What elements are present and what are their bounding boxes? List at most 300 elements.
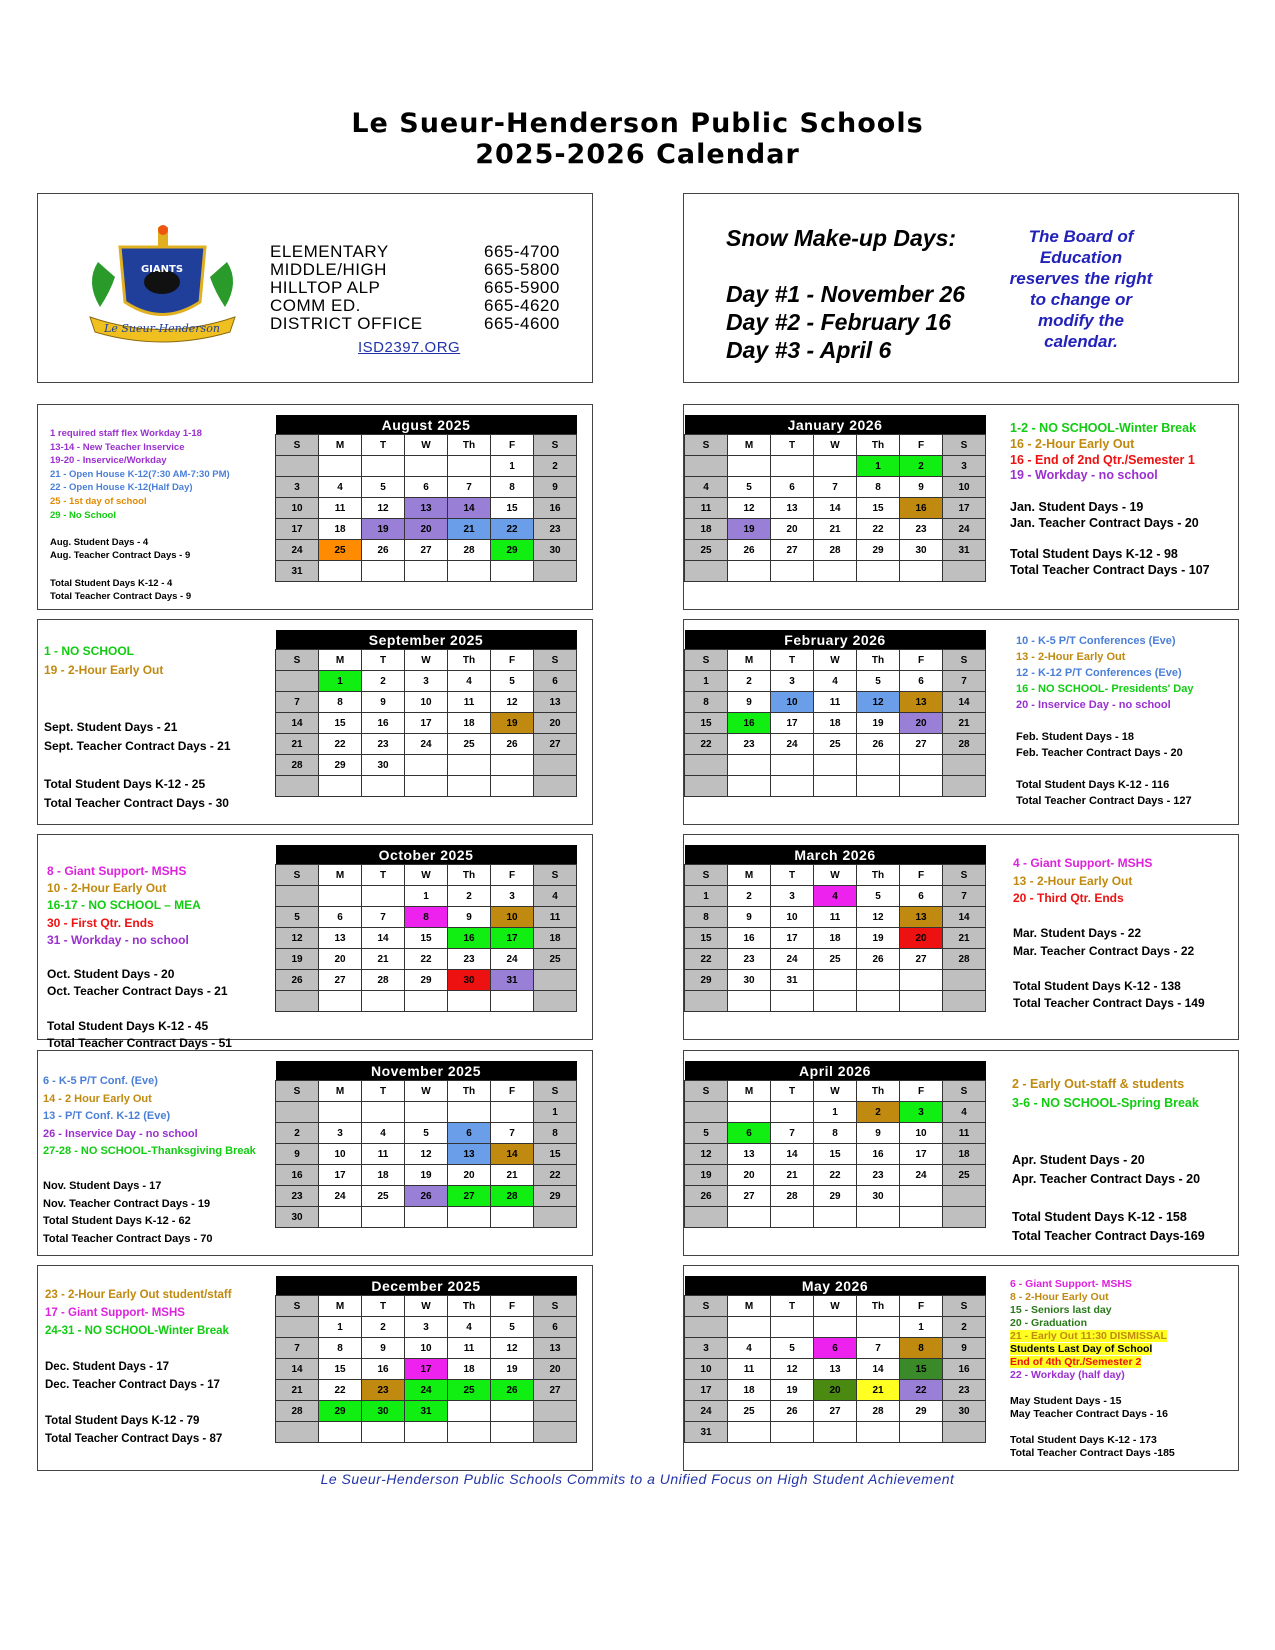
day-cell: 11 bbox=[943, 1123, 986, 1144]
weekday-header: F bbox=[491, 1081, 534, 1102]
day-cell: 4 bbox=[685, 477, 728, 498]
legend-item: Nov. Teacher Contract Days - 19 bbox=[43, 1197, 211, 1210]
empty-cell bbox=[728, 991, 771, 1012]
legend-item: 4 - Giant Support- MSHS bbox=[1013, 856, 1153, 870]
day-cell: 1 bbox=[319, 671, 362, 692]
snow-days-box bbox=[683, 193, 1239, 383]
day-cell: 10 bbox=[276, 498, 319, 519]
board-note: The Board of Education reserves the right to change or modify the calendar. bbox=[1009, 227, 1153, 351]
day-cell: 28 bbox=[491, 1186, 534, 1207]
day-cell: 10 bbox=[771, 692, 814, 713]
legend-item: 30 - First Qtr. Ends bbox=[47, 915, 154, 930]
legend-line bbox=[1010, 1382, 1175, 1395]
empty-cell bbox=[448, 755, 491, 776]
legend-line bbox=[1010, 1317, 1175, 1330]
legend-item: Total Student Days K-12 - 158 bbox=[1012, 1210, 1187, 1224]
empty-cell bbox=[685, 991, 728, 1012]
day-cell: 14 bbox=[857, 1359, 900, 1380]
empty-cell bbox=[491, 1207, 534, 1228]
day-cell: 6 bbox=[405, 477, 448, 498]
weekday-header: S bbox=[276, 1296, 319, 1317]
legend-line bbox=[43, 1196, 256, 1214]
day-cell: 3 bbox=[319, 1123, 362, 1144]
empty-cell bbox=[448, 456, 491, 477]
legend-line bbox=[44, 661, 231, 680]
day-cell: 22 bbox=[491, 519, 534, 540]
legend-item: Total Teacher Contract Days - 87 bbox=[45, 1433, 223, 1445]
empty-cell bbox=[491, 776, 534, 797]
legend-line bbox=[47, 880, 232, 897]
day-cell: 3 bbox=[276, 477, 319, 498]
day-cell: 10 bbox=[491, 907, 534, 928]
legend-line bbox=[1010, 468, 1210, 484]
empty-cell bbox=[276, 1102, 319, 1123]
weekday-header: F bbox=[491, 650, 534, 671]
legend-line bbox=[1016, 665, 1193, 681]
day-cell: 1 bbox=[900, 1317, 943, 1338]
legend-line bbox=[1016, 729, 1193, 745]
day-cell: 6 bbox=[900, 671, 943, 692]
day-cell: 1 bbox=[319, 1317, 362, 1338]
legend-item: 27-28 - NO SCHOOL-Thanksgiving Break bbox=[43, 1145, 256, 1157]
day-cell: 26 bbox=[276, 970, 319, 991]
day-cell: 31 bbox=[491, 970, 534, 991]
legend-item: 3-6 - NO SCHOOL-Spring Break bbox=[1012, 1096, 1199, 1110]
legend-line bbox=[47, 949, 232, 966]
day-cell: 24 bbox=[276, 540, 319, 561]
legend-line bbox=[1016, 745, 1193, 761]
day-cell: 9 bbox=[362, 692, 405, 713]
legend-item: 1 required staff flex Workday 1-18 bbox=[50, 428, 202, 439]
empty-cell bbox=[362, 886, 405, 907]
legend-item: End of 4th Qtr./Semester 2 bbox=[1010, 1356, 1142, 1368]
day-cell: 23 bbox=[362, 734, 405, 755]
legend-line bbox=[50, 441, 230, 455]
legend-line bbox=[1010, 1356, 1175, 1369]
legend-item: Total Student Days K-12 - 173 bbox=[1010, 1434, 1157, 1446]
weekday-header: F bbox=[900, 1081, 943, 1102]
empty-cell bbox=[771, 991, 814, 1012]
empty-cell bbox=[857, 1317, 900, 1338]
day-cell: 4 bbox=[534, 886, 577, 907]
day-cell: 17 bbox=[405, 1359, 448, 1380]
legend-item: 21 - Open House K-12(7:30 AM-7:30 PM) bbox=[50, 468, 230, 480]
empty-cell bbox=[685, 1207, 728, 1228]
day-cell: 8 bbox=[685, 907, 728, 928]
day-cell: 20 bbox=[319, 949, 362, 970]
weekday-header: S bbox=[276, 865, 319, 886]
day-cell: 28 bbox=[943, 734, 986, 755]
empty-cell bbox=[728, 561, 771, 582]
day-cell: 20 bbox=[900, 713, 943, 734]
legend-line bbox=[1010, 1395, 1175, 1408]
month-legend bbox=[1016, 633, 1193, 809]
day-cell: 14 bbox=[771, 1144, 814, 1165]
day-cell: 11 bbox=[814, 692, 857, 713]
contact-name: COMM ED. bbox=[270, 296, 361, 315]
legend-line bbox=[45, 1412, 232, 1430]
day-cell: 29 bbox=[491, 540, 534, 561]
empty-cell bbox=[448, 991, 491, 1012]
empty-cell bbox=[448, 1102, 491, 1123]
day-cell: 9 bbox=[534, 477, 577, 498]
empty-cell bbox=[534, 1401, 577, 1422]
legend-line bbox=[47, 932, 232, 949]
legend-line bbox=[1016, 649, 1193, 665]
empty-cell bbox=[491, 1401, 534, 1422]
weekday-header: S bbox=[685, 650, 728, 671]
legend-line bbox=[1013, 943, 1205, 961]
day-cell: 2 bbox=[857, 1102, 900, 1123]
day-cell: 4 bbox=[943, 1102, 986, 1123]
weekday-header: T bbox=[362, 435, 405, 456]
empty-cell bbox=[319, 561, 362, 582]
empty-cell bbox=[276, 456, 319, 477]
day-cell: 17 bbox=[685, 1380, 728, 1401]
weekday-header: T bbox=[771, 1081, 814, 1102]
legend-line bbox=[1012, 1075, 1205, 1094]
month-calendar bbox=[684, 630, 986, 797]
empty-cell bbox=[276, 671, 319, 692]
legend-line bbox=[47, 983, 232, 1000]
empty-cell bbox=[771, 1207, 814, 1228]
legend-item: Sept. Student Days - 21 bbox=[44, 720, 178, 734]
day-cell: 12 bbox=[362, 498, 405, 519]
day-cell: 31 bbox=[276, 561, 319, 582]
empty-cell bbox=[728, 755, 771, 776]
legend-line bbox=[1010, 1343, 1175, 1356]
legend-item: 21 - Early Out 11:30 DISMISSAL bbox=[1010, 1330, 1167, 1342]
legend-line bbox=[1010, 1330, 1175, 1343]
legend-item: Total Teacher Contract Days - 149 bbox=[1013, 996, 1205, 1010]
day-cell: 21 bbox=[448, 519, 491, 540]
day-cell: 23 bbox=[362, 1380, 405, 1401]
legend-line bbox=[47, 1018, 232, 1035]
day-cell: 26 bbox=[857, 949, 900, 970]
legend-line bbox=[44, 680, 231, 699]
legend-item: Total Teacher Contract Days - 70 bbox=[43, 1232, 213, 1245]
empty-cell bbox=[900, 755, 943, 776]
day-cell: 24 bbox=[319, 1186, 362, 1207]
day-cell: 25 bbox=[319, 540, 362, 561]
legend-item: 17 - Giant Support- MSHS bbox=[45, 1307, 185, 1319]
legend-item: Total Student Days K-12 - 116 bbox=[1016, 779, 1170, 791]
empty-cell bbox=[900, 1186, 943, 1207]
empty-cell bbox=[814, 561, 857, 582]
month-panel bbox=[683, 1265, 1239, 1471]
day-cell: 28 bbox=[362, 970, 405, 991]
legend-item: Total Teacher Contract Days - 30 bbox=[44, 796, 229, 810]
weekday-header: Th bbox=[857, 650, 900, 671]
day-cell: 17 bbox=[771, 928, 814, 949]
day-cell: 17 bbox=[319, 1165, 362, 1186]
empty-cell bbox=[362, 991, 405, 1012]
day-cell: 1 bbox=[405, 886, 448, 907]
day-cell: 13 bbox=[728, 1144, 771, 1165]
legend-item: Oct. Teacher Contract Days - 21 bbox=[47, 984, 228, 999]
day-cell: 22 bbox=[405, 949, 448, 970]
weekday-header: F bbox=[491, 865, 534, 886]
day-cell: 29 bbox=[900, 1401, 943, 1422]
legend-line bbox=[45, 1376, 232, 1394]
month-panel bbox=[37, 619, 593, 825]
empty-cell bbox=[771, 1422, 814, 1443]
day-cell: 12 bbox=[685, 1144, 728, 1165]
empty-cell bbox=[685, 755, 728, 776]
weekday-header: F bbox=[900, 650, 943, 671]
legend-item: 14 - 2 Hour Early Out bbox=[43, 1092, 152, 1105]
empty-cell bbox=[943, 1186, 986, 1207]
empty-cell bbox=[771, 1317, 814, 1338]
empty-cell bbox=[900, 991, 943, 1012]
day-cell: 16 bbox=[728, 928, 771, 949]
legend-line bbox=[45, 1430, 232, 1448]
weekday-header: S bbox=[943, 865, 986, 886]
day-cell: 30 bbox=[448, 970, 491, 991]
weekday-header: T bbox=[362, 865, 405, 886]
day-cell: 5 bbox=[728, 477, 771, 498]
legend-item: 23 - 2-Hour Early Out student/staff bbox=[45, 1289, 232, 1301]
day-cell: 22 bbox=[814, 1165, 857, 1186]
legend-line bbox=[43, 1178, 256, 1196]
day-cell: 30 bbox=[362, 1401, 405, 1422]
day-cell: 22 bbox=[534, 1165, 577, 1186]
legend-line bbox=[50, 563, 230, 577]
legend-line bbox=[43, 1143, 256, 1161]
empty-cell bbox=[448, 1401, 491, 1422]
legend-line bbox=[44, 699, 231, 718]
day-cell: 23 bbox=[534, 519, 577, 540]
month-panel bbox=[683, 1050, 1239, 1256]
day-cell: 27 bbox=[319, 970, 362, 991]
weekday-header: S bbox=[943, 435, 986, 456]
legend-line bbox=[50, 590, 230, 604]
empty-cell bbox=[491, 561, 534, 582]
legend-item: Jan. Teacher Contract Days - 20 bbox=[1010, 515, 1199, 530]
weekday-header: T bbox=[771, 650, 814, 671]
day-cell: 21 bbox=[276, 1380, 319, 1401]
logo-banner-text: Le Sueur-Henderson bbox=[104, 322, 220, 335]
legend-item: 15 - Seniors last day bbox=[1010, 1304, 1112, 1316]
month-calendar bbox=[684, 415, 986, 582]
legend-line bbox=[1010, 453, 1210, 469]
day-cell: 23 bbox=[943, 1380, 986, 1401]
day-cell: 6 bbox=[728, 1123, 771, 1144]
day-cell: 22 bbox=[319, 1380, 362, 1401]
day-cell: 22 bbox=[319, 734, 362, 755]
legend-item: 19-20 - Inservice/Workday bbox=[50, 455, 167, 467]
legend-line bbox=[1010, 1291, 1175, 1304]
day-cell: 11 bbox=[814, 907, 857, 928]
legend-line bbox=[45, 1358, 232, 1376]
legend-line bbox=[1013, 873, 1205, 891]
empty-cell bbox=[534, 776, 577, 797]
legend-item: Oct. Student Days - 20 bbox=[47, 967, 175, 982]
page-subtitle: 2025-2026 Calendar bbox=[475, 139, 800, 170]
day-cell: 6 bbox=[814, 1338, 857, 1359]
month-panel bbox=[683, 619, 1239, 825]
month-calendar bbox=[275, 845, 577, 1012]
legend-line bbox=[1016, 713, 1193, 729]
month-legend bbox=[50, 427, 230, 604]
month-title: April 2026 bbox=[685, 1061, 986, 1081]
day-cell: 2 bbox=[728, 886, 771, 907]
weekday-header: F bbox=[491, 435, 534, 456]
empty-cell bbox=[685, 1102, 728, 1123]
legend-item: Mar. Teacher Contract Days - 22 bbox=[1013, 943, 1195, 958]
day-cell: 1 bbox=[491, 456, 534, 477]
legend-item: 2 - Early Out-staff & students bbox=[1012, 1077, 1185, 1091]
day-cell: 13 bbox=[534, 1338, 577, 1359]
legend-line bbox=[1016, 633, 1193, 649]
legend-item: Total Student Days K-12 - 4 bbox=[50, 577, 173, 589]
day-cell: 13 bbox=[900, 907, 943, 928]
legend-line bbox=[44, 775, 231, 794]
day-cell: 27 bbox=[534, 1380, 577, 1401]
legend-item: 29 - No School bbox=[50, 509, 116, 521]
day-cell: 29 bbox=[319, 1401, 362, 1422]
day-cell: 11 bbox=[685, 498, 728, 519]
legend-line bbox=[1010, 1369, 1175, 1382]
day-cell: 2 bbox=[900, 456, 943, 477]
empty-cell bbox=[943, 991, 986, 1012]
weekday-header: F bbox=[900, 1296, 943, 1317]
legend-item: 13 - 2-Hour Early Out bbox=[1013, 873, 1133, 888]
day-cell: 7 bbox=[943, 886, 986, 907]
day-cell: 4 bbox=[814, 886, 857, 907]
empty-cell bbox=[362, 776, 405, 797]
month-title: August 2025 bbox=[276, 415, 577, 435]
legend-item: Dec. Student Days - 17 bbox=[45, 1361, 169, 1373]
day-cell: 2 bbox=[448, 886, 491, 907]
day-cell: 23 bbox=[448, 949, 491, 970]
empty-cell bbox=[814, 456, 857, 477]
month-legend bbox=[1010, 421, 1210, 579]
weekday-header: Th bbox=[448, 865, 491, 886]
legend-line bbox=[44, 756, 231, 775]
weekday-header: Th bbox=[857, 435, 900, 456]
day-cell: 21 bbox=[943, 713, 986, 734]
day-cell: 17 bbox=[491, 928, 534, 949]
day-cell: 14 bbox=[362, 928, 405, 949]
day-cell: 3 bbox=[943, 456, 986, 477]
snow-day-2: Day #2 - February 16 bbox=[726, 309, 952, 335]
day-cell: 26 bbox=[491, 734, 534, 755]
legend-item: Aug. Student Days - 4 bbox=[50, 536, 149, 548]
day-cell: 15 bbox=[405, 928, 448, 949]
empty-cell bbox=[900, 1422, 943, 1443]
day-cell: 31 bbox=[405, 1401, 448, 1422]
empty-cell bbox=[448, 561, 491, 582]
weekday-header: T bbox=[362, 1296, 405, 1317]
day-cell: 25 bbox=[728, 1401, 771, 1422]
empty-cell bbox=[319, 886, 362, 907]
day-cell: 7 bbox=[814, 477, 857, 498]
day-cell: 16 bbox=[943, 1359, 986, 1380]
day-cell: 26 bbox=[685, 1186, 728, 1207]
day-cell: 5 bbox=[491, 1317, 534, 1338]
empty-cell bbox=[405, 1207, 448, 1228]
day-cell: 9 bbox=[448, 907, 491, 928]
day-cell: 26 bbox=[362, 540, 405, 561]
empty-cell bbox=[362, 1102, 405, 1123]
legend-line bbox=[1012, 1113, 1205, 1132]
empty-cell bbox=[857, 991, 900, 1012]
weekday-header: S bbox=[943, 1081, 986, 1102]
legend-line bbox=[43, 1231, 256, 1249]
day-cell: 28 bbox=[276, 755, 319, 776]
day-cell: 18 bbox=[448, 713, 491, 734]
day-cell: 27 bbox=[448, 1186, 491, 1207]
legend-line bbox=[1013, 855, 1205, 873]
month-title: December 2025 bbox=[276, 1276, 577, 1296]
weekday-header: M bbox=[319, 865, 362, 886]
weekday-header: W bbox=[814, 865, 857, 886]
legend-item: 31 - Workday - no school bbox=[47, 932, 189, 947]
legend-item: Dec. Teacher Contract Days - 17 bbox=[45, 1379, 220, 1391]
legend-line bbox=[1012, 1189, 1205, 1208]
day-cell: 16 bbox=[362, 1359, 405, 1380]
day-cell: 14 bbox=[814, 498, 857, 519]
day-cell: 18 bbox=[943, 1144, 986, 1165]
day-cell: 10 bbox=[685, 1359, 728, 1380]
empty-cell bbox=[405, 991, 448, 1012]
day-cell: 19 bbox=[405, 1165, 448, 1186]
day-cell: 18 bbox=[814, 928, 857, 949]
weekday-header: Th bbox=[857, 1081, 900, 1102]
day-cell: 10 bbox=[771, 907, 814, 928]
day-cell: 3 bbox=[900, 1102, 943, 1123]
footer-motto: Le Sueur-Henderson Public Schools Commits to a Unified Focus on High Student Achievement bbox=[320, 1471, 955, 1487]
legend-line bbox=[45, 1322, 232, 1340]
day-cell: 12 bbox=[276, 928, 319, 949]
day-cell: 5 bbox=[276, 907, 319, 928]
day-cell: 4 bbox=[814, 671, 857, 692]
day-cell: 2 bbox=[943, 1317, 986, 1338]
day-cell: 28 bbox=[448, 540, 491, 561]
month-calendar bbox=[275, 415, 577, 582]
day-cell: 3 bbox=[491, 886, 534, 907]
legend-item: 16 - 2-Hour Early Out bbox=[1010, 436, 1135, 451]
empty-cell bbox=[319, 456, 362, 477]
website-link[interactable]: ISD2397.ORG bbox=[358, 339, 461, 356]
day-cell: 2 bbox=[728, 671, 771, 692]
empty-cell bbox=[405, 456, 448, 477]
empty-cell bbox=[276, 776, 319, 797]
day-cell: 8 bbox=[685, 692, 728, 713]
legend-item: Sept. Teacher Contract Days - 21 bbox=[44, 739, 231, 753]
day-cell: 30 bbox=[943, 1401, 986, 1422]
day-cell: 22 bbox=[857, 519, 900, 540]
day-cell: 11 bbox=[448, 1338, 491, 1359]
day-cell: 23 bbox=[857, 1165, 900, 1186]
day-cell: 25 bbox=[448, 734, 491, 755]
day-cell: 8 bbox=[319, 1338, 362, 1359]
contact-name: MIDDLE/HIGH bbox=[270, 260, 387, 279]
legend-line bbox=[43, 1213, 256, 1231]
weekday-header: F bbox=[900, 865, 943, 886]
month-title: February 2026 bbox=[685, 630, 986, 650]
day-cell: 5 bbox=[362, 477, 405, 498]
day-cell: 12 bbox=[771, 1359, 814, 1380]
legend-item: 10 - K-5 P/T Conferences (Eve) bbox=[1016, 635, 1176, 647]
day-cell: 25 bbox=[448, 1380, 491, 1401]
legend-line bbox=[1010, 421, 1210, 437]
weekday-header: Th bbox=[448, 650, 491, 671]
empty-cell bbox=[814, 776, 857, 797]
month-legend bbox=[1012, 1075, 1205, 1246]
day-cell: 27 bbox=[814, 1401, 857, 1422]
